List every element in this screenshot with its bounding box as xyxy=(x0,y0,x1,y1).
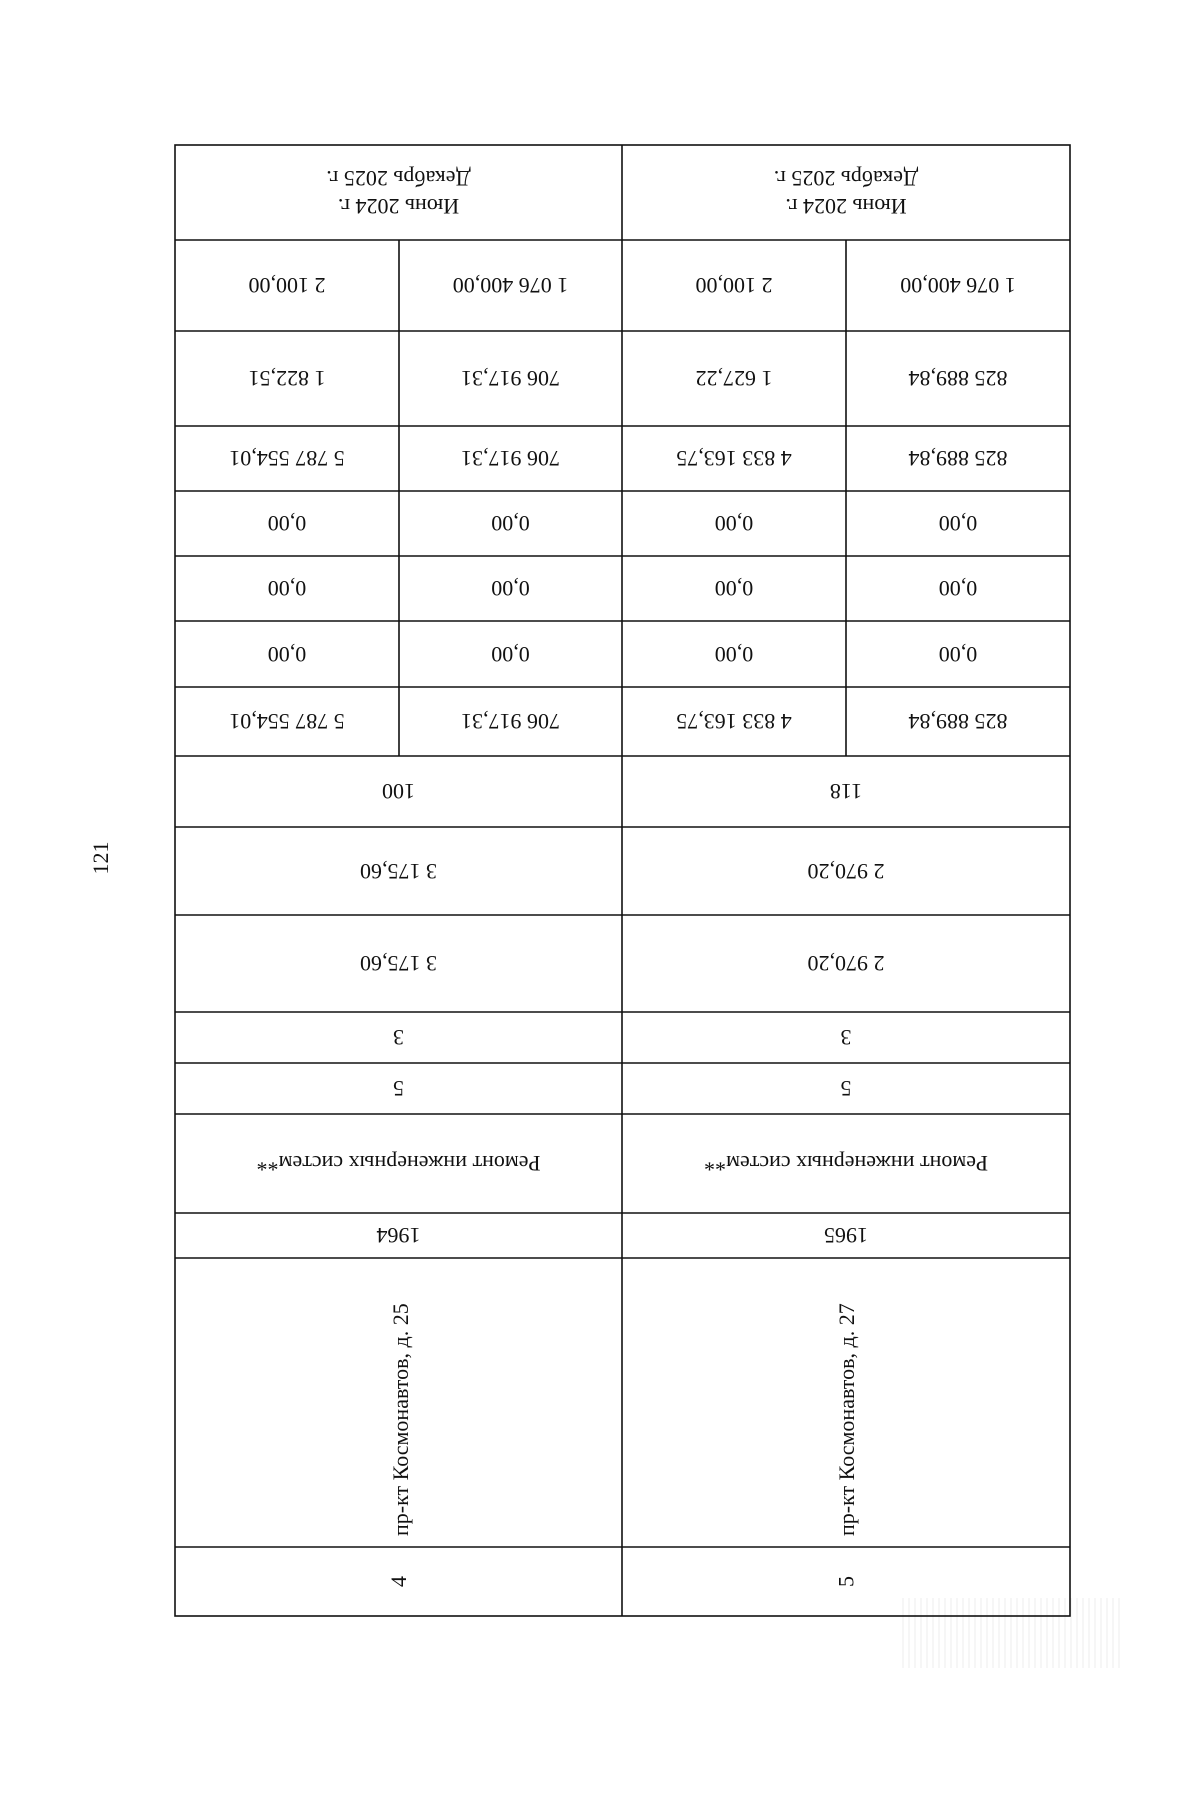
amount-cell: 0,00 xyxy=(491,641,530,667)
entrances-cell: 3 xyxy=(840,1025,852,1051)
amount-cell: 4 833 163,75 xyxy=(676,709,792,735)
amount-cell: 1 627,22 xyxy=(695,366,773,392)
amount-cell: 0,00 xyxy=(267,511,307,537)
amount-cell: 0,00 xyxy=(938,576,978,602)
year-cell: 1964 xyxy=(376,1223,421,1249)
count-cell: 100 xyxy=(382,779,415,805)
amount-cell: 706 917,31 xyxy=(461,366,560,392)
entrances-cell: 3 xyxy=(393,1025,404,1051)
period-start: Июнь 2024 г. xyxy=(337,194,460,219)
period-end: Декабрь 2025 г. xyxy=(326,166,471,192)
amount-cell: 1 076 400,00 xyxy=(452,273,569,299)
amount-cell: 825 889,84 xyxy=(908,709,1008,735)
row-number-cell: 4 xyxy=(385,1576,411,1587)
area-cell: 2 970,20 xyxy=(807,858,885,884)
amount-cell: 0,00 xyxy=(714,576,754,602)
floors-cell: 5 xyxy=(840,1076,852,1102)
scan-noise xyxy=(902,1598,1122,1668)
amount-cell: 4 833 163,75 xyxy=(676,446,792,472)
amount-cell: 0,00 xyxy=(938,641,978,667)
amount-cell: 5 787 554,01 xyxy=(229,709,345,735)
amount-cell: 0,00 xyxy=(267,641,307,667)
period-end: Декабрь 2025 г. xyxy=(773,166,919,192)
amount-cell: 1 822,51 xyxy=(248,366,326,392)
amount-cell: 706 917,31 xyxy=(461,709,560,735)
row-number-cell: 5 xyxy=(833,1576,859,1587)
amount-cell: 0,00 xyxy=(714,641,754,667)
period-start: Июнь 2024 г. xyxy=(785,194,907,219)
address-text: пр-кт Космонавтов, д. 25 xyxy=(388,1303,413,1536)
amount-cell: 0,00 xyxy=(938,511,978,537)
amount-cell: 706 917,31 xyxy=(461,446,560,472)
work-type-cell: Ремонт инженерных систем** xyxy=(704,1151,988,1177)
address-text: пр-кт Космонавтов, д. 27 xyxy=(834,1303,859,1536)
amount-cell: 0,00 xyxy=(714,511,754,537)
area-cell: 3 175,60 xyxy=(360,858,437,884)
amount-cell: 0,00 xyxy=(491,511,530,537)
year-cell: 1965 xyxy=(824,1223,868,1249)
amount-cell: 1 076 400,00 xyxy=(900,273,1016,299)
amount-cell: 2 100,00 xyxy=(695,273,773,299)
amount-cell: 0,00 xyxy=(491,576,530,602)
count-cell: 118 xyxy=(829,779,863,805)
period-cell xyxy=(622,145,1070,240)
period-cell xyxy=(175,145,622,240)
page-number: 121 xyxy=(88,841,113,875)
amount-cell: 5 787 554,01 xyxy=(229,446,345,472)
amount-cell: 2 100,00 xyxy=(248,273,326,299)
amount-cell: 825 889,84 xyxy=(908,366,1008,392)
area-cell: 2 970,20 xyxy=(807,951,885,977)
amount-cell: 0,00 xyxy=(267,576,307,602)
amount-cell: 825 889,84 xyxy=(908,446,1008,472)
work-type-cell: Ремонт инженерных систем** xyxy=(256,1151,541,1177)
area-cell: 3 175,60 xyxy=(360,951,437,977)
floors-cell: 5 xyxy=(393,1076,404,1102)
